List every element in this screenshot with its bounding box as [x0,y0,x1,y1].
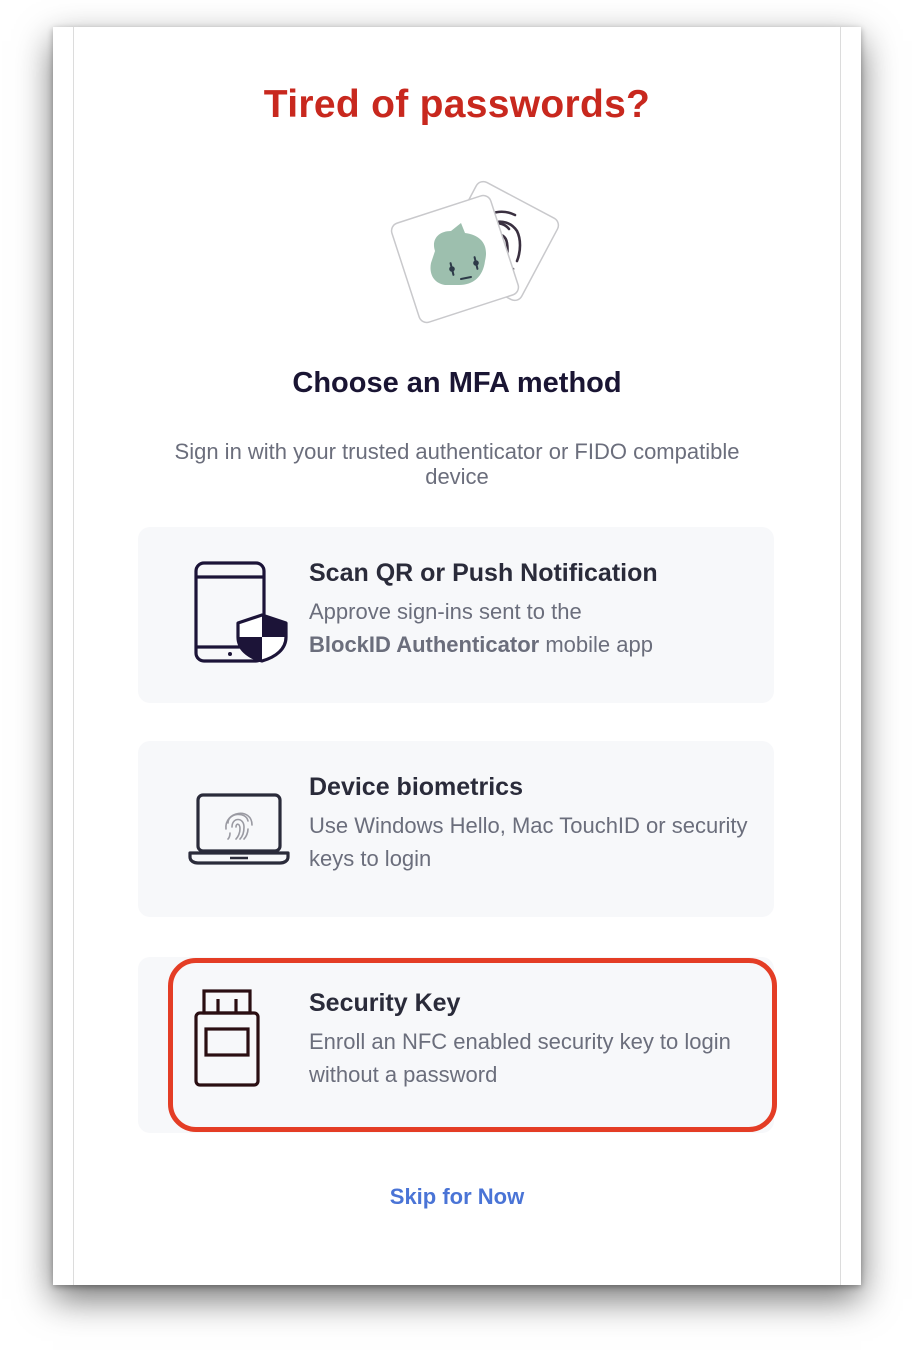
option-scan-qr-push[interactable] [138,527,774,703]
option-description: Enroll an NFC enabled security key to login without a password [309,1029,731,1087]
option-security-key[interactable] [138,957,774,1133]
option-title: Security Key [309,989,461,1017]
option-description [309,595,749,661]
skip-for-now-link[interactable]: Skip for Now [389,1184,525,1209]
option-description: Use Windows Hello, Mac TouchID or security keys to login [309,813,748,871]
page-title: Tired of passwords? [263,83,651,126]
phone-shield-icon [184,557,294,667]
option-device-biometrics[interactable] [138,741,774,917]
section-heading: Choose an MFA method [292,367,622,399]
option-description-app-name: BlockID Authenticator [309,632,540,657]
option-title: Scan QR or Push Notification [309,559,658,587]
option-title: Device biometrics [309,773,523,801]
usb-key-icon [184,987,294,1097]
fingerprint-glyph [226,813,252,839]
option-description-tail: mobile app [539,632,653,657]
mfa-window [53,27,861,1285]
option-description-line1: Approve sign-ins sent to the [309,599,582,624]
section-description: Sign in with your trusted authenticator or FIDO compatible device [174,439,740,489]
mfa-illustration [335,165,575,325]
laptop-fingerprint-icon [184,771,294,881]
